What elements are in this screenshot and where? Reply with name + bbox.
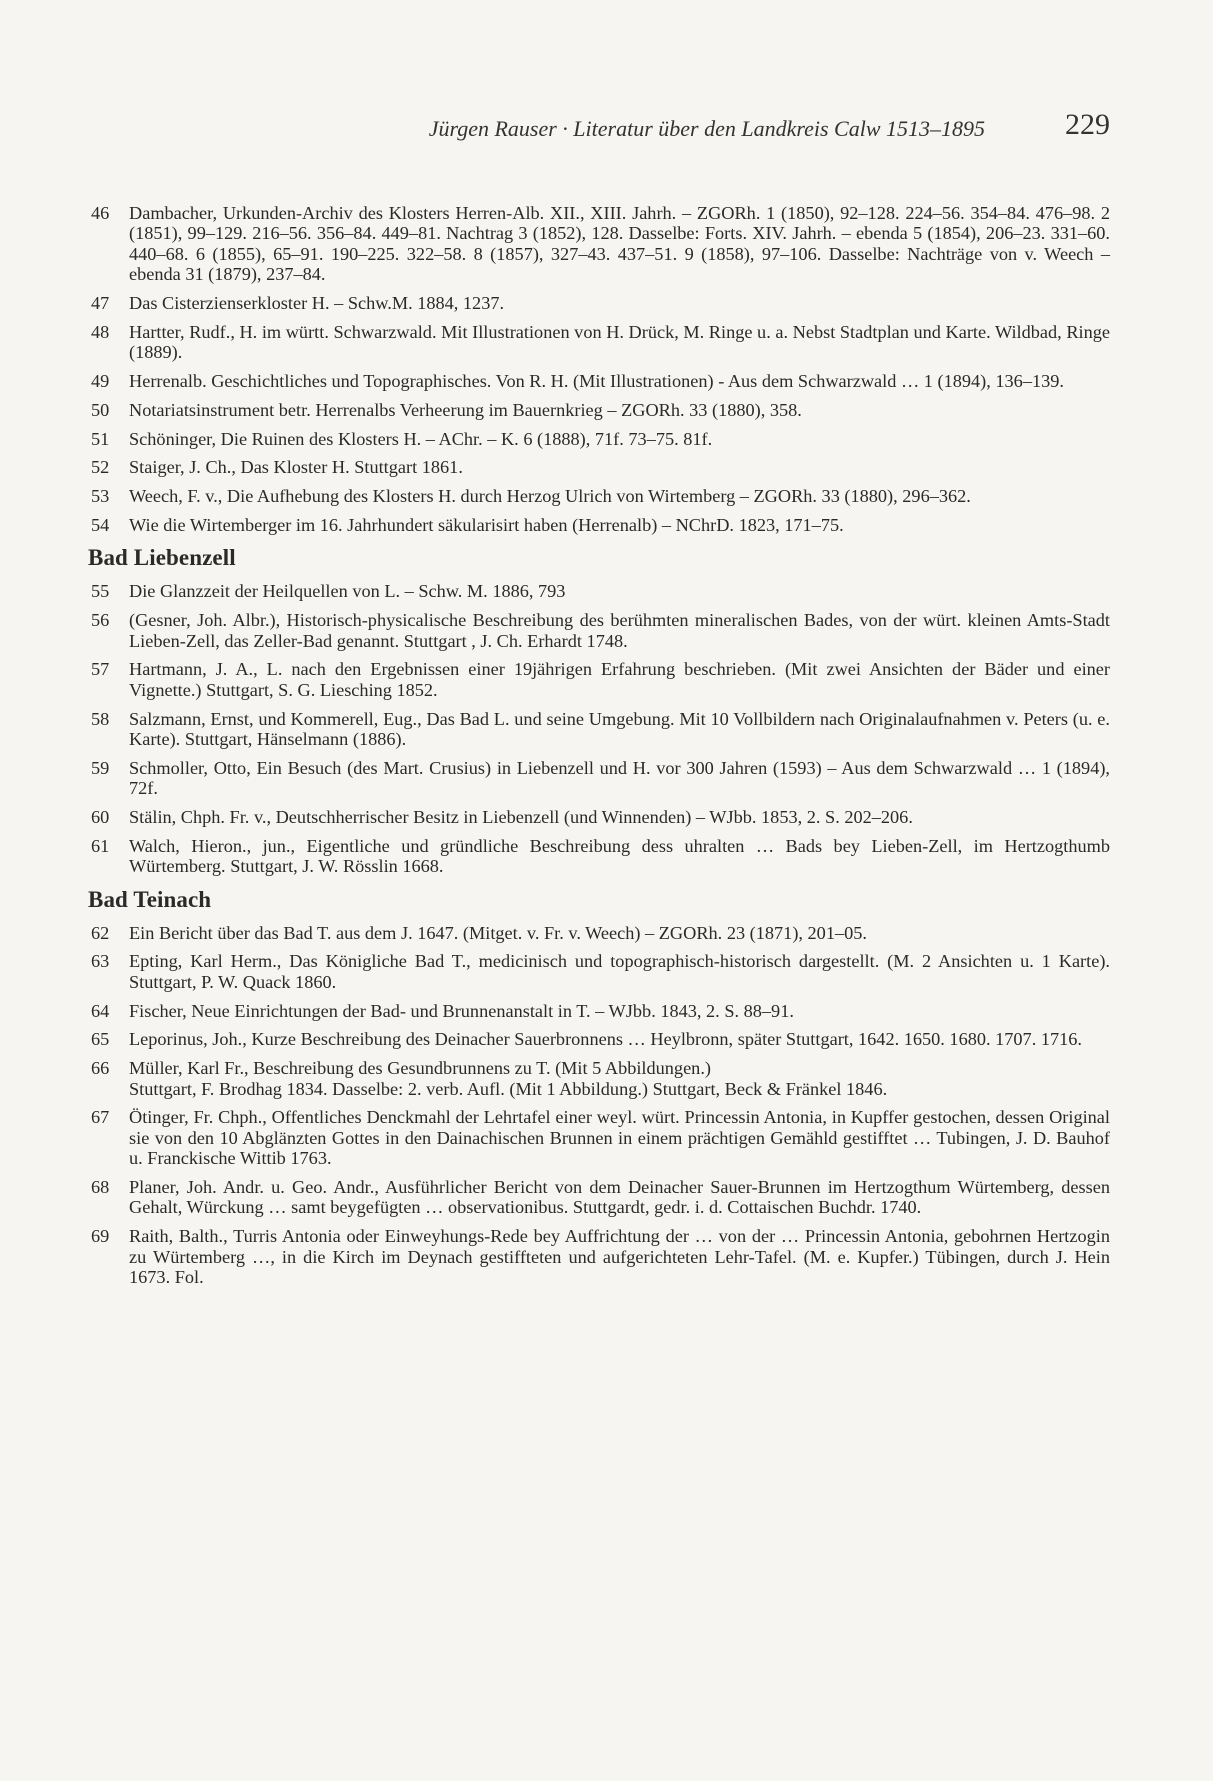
entry-number: 61 — [91, 835, 110, 856]
entry-number: 62 — [91, 922, 110, 943]
page-header — [88, 108, 1110, 148]
entry-text: Hartmann, J. A., L. nach den Ergebnissen einer 19jährigen Erfahrung beschrieben. (Mit zwei Ansichten der Bäder und einer Vignette.) Stuttgart, S. G. Liesching 1852. — [129, 659, 1110, 700]
entry-number: 66 — [91, 1058, 110, 1079]
entry-text: Leporinus, Joh., Kurze Beschreibung des Deinacher Sauerbronnens … Heylbronn, später Stuttgart, 1642. 1650. 1680. 1707. 1716. — [129, 1029, 1082, 1050]
entry-number: 46 — [91, 203, 110, 223]
bibliography-entry — [88, 923, 1110, 943]
entry-text-line: Müller, Karl Fr., Beschreibung des Gesundbrunnens zu T. (Mit 5 Abbildungen.) — [129, 1058, 711, 1079]
bibliography-content — [88, 203, 1110, 1296]
entry-text: Hartter, Rudf., H. im württ. Schwarzwald. Mit Illustrationen von H. Drück, M. Ringe u. a. Nebst Stadtplan und Karte. Wildbad, Ringe (1889). — [129, 321, 1110, 363]
entry-text — [129, 1058, 1110, 1099]
entry-number: 56 — [91, 610, 110, 631]
entry-number: 55 — [91, 581, 110, 602]
entry-text: Ötinger, Fr. Chph., Offentliches Denckmahl der Lehrtafel einer weyl. würt. Princessin Antonia, in Kupffer gestochen, dessen Original sie von den 10 Abglänzten Gottes in den Dainachischen Brunnen in einem prächtigen Gemähld gestifftet … Tubingen, J. D. Bauhof u. Franckische Wittib 1763. — [129, 1107, 1110, 1169]
bibliography-entry — [88, 1001, 1110, 1021]
entry-number: 57 — [91, 659, 110, 680]
bibliography-entry — [88, 610, 1110, 651]
bibliography-entry — [88, 457, 1110, 477]
entry-text: Herrenalb. Geschichtliches und Topographisches. Von R. H. (Mit Illustrationen) - Aus dem Schwarzwald … 1 (1894), 136–139. — [129, 371, 1064, 392]
entry-number: 67 — [91, 1107, 110, 1128]
entry-number: 58 — [91, 708, 110, 729]
bibliography-entry — [88, 429, 1110, 449]
bibliography-entry — [88, 322, 1110, 363]
bibliography-entry — [88, 951, 1110, 992]
bibliography-entry — [88, 709, 1110, 750]
bibliography-entry — [88, 807, 1110, 827]
entry-text: Staiger, J. Ch., Das Kloster H. Stuttgart 1861. — [129, 457, 463, 478]
entry-number: 54 — [91, 515, 110, 535]
entry-text: (Gesner, Joh. Albr.), Historisch-physicalische Beschreibung des berühmten mineralischen Bades, von der würt. kleinen Amts-Stadt Lieben-Zell, das Zeller-Bad genannt. Stuttgart , J. Ch. Erhardt 1748. — [129, 610, 1110, 651]
entry-number: 68 — [91, 1177, 110, 1198]
entry-text: Walch, Hieron., jun., Eigentliche und gründliche Beschreibung dess uhralten … Bads bey Lieben-Zell, im Hertzogthumb Würtemberg. Stuttgart, J. W. Rösslin 1668. — [129, 835, 1110, 877]
bibliography-entry — [88, 1058, 1110, 1099]
bibliography-entry — [88, 400, 1110, 420]
entry-text-line: Stuttgart, F. Brodhag 1834. Dasselbe: 2. verb. Aufl. (Mit 1 Abbildung.) Stuttgart, Beck & Fränkel 1846. — [129, 1078, 888, 1099]
entry-number: 60 — [91, 807, 110, 828]
entry-text: Schmoller, Otto, Ein Besuch (des Mart. Crusius) in Liebenzell und H. vor 300 Jahren (1593) – Aus dem Schwarzwald … 1 (1894), 72f. — [129, 757, 1110, 799]
entry-text: Wie die Wirtemberger im 16. Jahrhundert säkularisirt haben (Herrenalb) – NChrD. 1823, 171–75. — [129, 515, 844, 535]
entry-number: 52 — [91, 457, 110, 478]
entry-number: 53 — [91, 486, 110, 507]
entry-text: Raith, Balth., Turris Antonia oder Einweyhungs-Rede bey Auffrichtung der … von der … Princessin Antonia, gebohrnen Hertzogin zu Würtemberg …, in die Kirch im Deynach gestiffteten und aufgerichteten Lehr-Tafel. (M. e. Kupfer.) Tübingen, durch J. Hein 1673. Fol. — [129, 1226, 1110, 1288]
entry-text: Stälin, Chph. Fr. v., Deutschherrischer Besitz in Liebenzell (und Winnenden) – WJbb. 1853, 2. S. 202–206. — [129, 807, 913, 828]
entry-number: 59 — [91, 757, 110, 778]
bibliography-entry — [88, 1029, 1110, 1049]
entry-number: 48 — [91, 321, 110, 342]
entry-text: Salzmann, Ernst, und Kommerell, Eug., Das Bad L. und seine Umgebung. Mit 10 Vollbildern nach Originalaufnahmen v. Peters (u. e. Karte). Stuttgart, Hänselmann (1886). — [129, 708, 1110, 750]
entry-number: 49 — [91, 371, 110, 392]
entry-text: Dambacher, Urkunden-Archiv des Klosters Herren-Alb. XII., XIII. Jahrh. – ZGORh. 1 (1850), 92–128. 224–56. 354–84. 476–98. 2 (1851), 99–129. 216–56. 356–84. 449–81. Nachtrag 3 (1852), 128. Dasselbe: Forts. XIV. Jahrh. – ebenda 5 (1854), 206–23. 331–60. 440–68. 6 (1855), 65–91. 190–225. 322–58. 8 (1857), 327–43. 437–51. 9 (1858), 97–106. Dasselbe: Nachträge von v. Weech – ebenda 31 (1879), 237–84. — [129, 203, 1110, 285]
section-heading: Bad Liebenzell — [88, 545, 236, 571]
bibliography-entry — [88, 1177, 1110, 1218]
bibliography-entry — [88, 758, 1110, 799]
entry-text: Notariatsinstrument betr. Herrenalbs Verheerung im Bauernkrieg – ZGORh. 33 (1880), 358. — [129, 399, 802, 420]
entry-text: Das Cisterzienserkloster H. – Schw.M. 1884, 1237. — [129, 293, 505, 314]
entry-text: Ein Bericht über das Bad T. aus dem J. 1647. (Mitget. v. Fr. v. Weech) – ZGORh. 23 (1871), 201–05. — [129, 922, 867, 943]
bibliography-entry — [88, 371, 1110, 391]
bibliography-entry — [88, 293, 1110, 313]
section-heading: Bad Teinach — [88, 886, 212, 912]
bibliography-entry — [88, 1107, 1110, 1168]
bibliography-entry — [88, 1226, 1110, 1287]
entry-number: 51 — [91, 428, 110, 449]
entry-text: Schöninger, Die Ruinen des Klosters H. – AChr. – K. 6 (1888), 71f. 73–75. 81f. — [129, 428, 713, 449]
page-number: 229 — [1065, 108, 1110, 141]
bibliography-entry — [88, 581, 1110, 601]
entry-number: 47 — [91, 293, 110, 314]
bibliography-entry — [88, 203, 1110, 285]
entry-text: Die Glanzzeit der Heilquellen von L. – Schw. M. 1886, 793 — [129, 581, 566, 602]
running-title: Jürgen Rauser · Literatur über den Landkreis Calw 1513–1895 — [428, 116, 985, 141]
bibliography-entry — [88, 515, 1110, 535]
entry-number: 65 — [91, 1029, 110, 1050]
bibliography-entry — [88, 836, 1110, 877]
entry-text: Fischer, Neue Einrichtungen der Bad- und Brunnenanstalt in T. – WJbb. 1843, 2. S. 88–91. — [129, 1000, 794, 1021]
entry-number: 69 — [91, 1226, 110, 1247]
entry-text: Epting, Karl Herm., Das Königliche Bad T., medicinisch und topographisch-historisch dargestellt. (M. 2 Ansichten u. 1 Karte). Stuttgart, P. W. Quack 1860. — [129, 951, 1110, 992]
entry-text: Planer, Joh. Andr. u. Geo. Andr., Ausführlicher Bericht von dem Deinacher Sauer-Brunnen im Hertzogthum Würtemberg, dessen Gehalt, Würckung … samt beygefügten … observationibus. Stuttgardt, gedr. i. d. Cottaischen Buchdr. 1740. — [129, 1177, 1110, 1218]
entry-number: 64 — [91, 1000, 110, 1021]
entry-text: Weech, F. v., Die Aufhebung des Klosters H. durch Herzog Ulrich von Wirtemberg – ZGORh. 33 (1880), 296–362. — [129, 486, 971, 507]
entry-number: 63 — [91, 951, 110, 972]
bibliography-entry — [88, 486, 1110, 506]
bibliography-entry — [88, 659, 1110, 700]
entry-number: 50 — [91, 399, 110, 420]
